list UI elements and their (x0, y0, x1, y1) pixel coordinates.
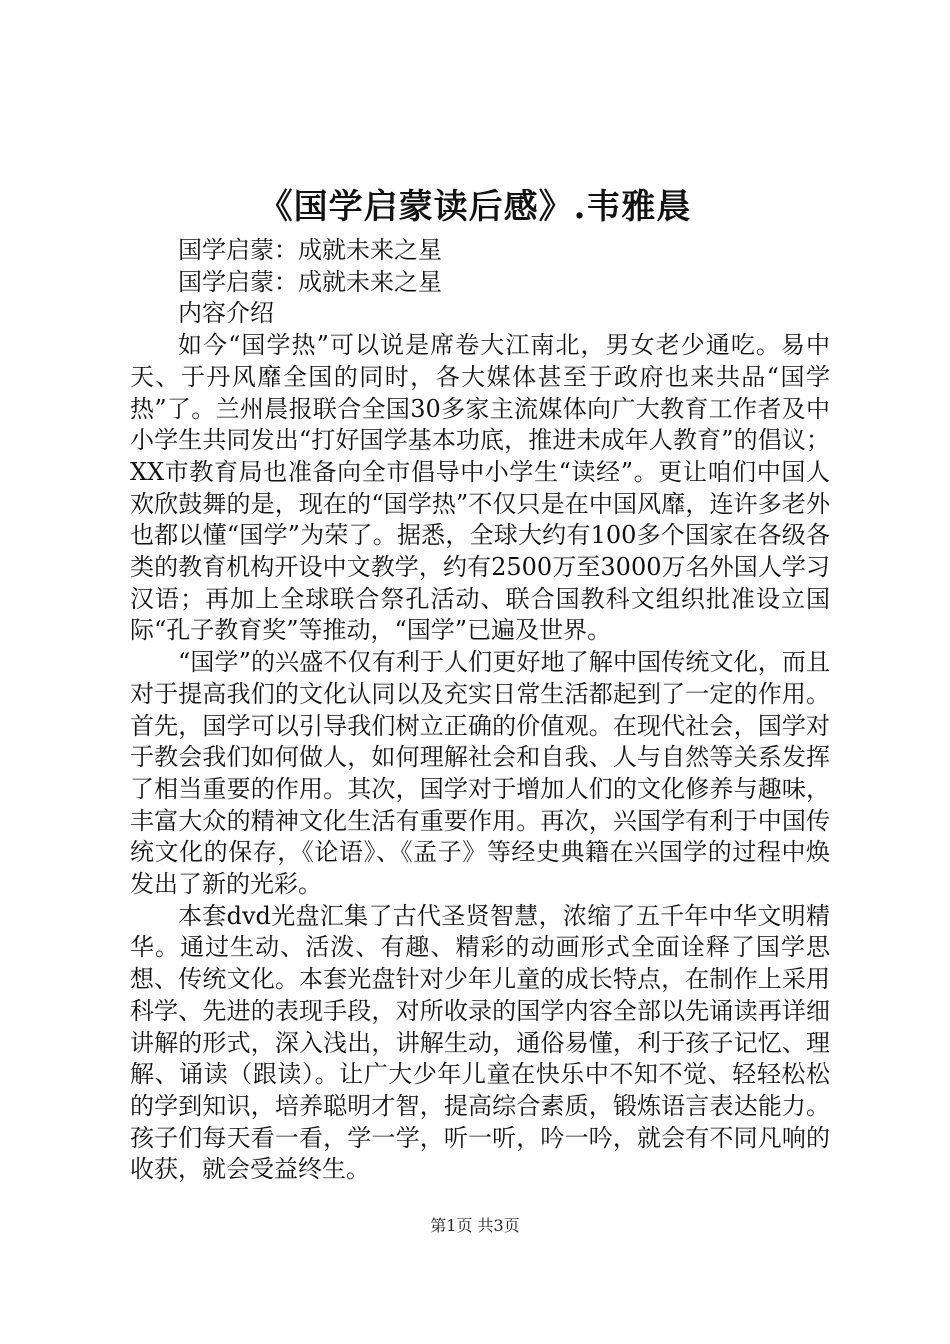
paragraph: 如今“国学热”可以说是席卷大江南北，男女老少通吃。易中天、于丹风靡全国的同时，各大媒体甚至于政府也来共品“国学热”了。兰州晨报联合全国30多家主流媒体向广大教育工作者及中小学生共同发出“打好国学基本功底，推进未成年人教育”的倡议；XX市教育局也准备向全市倡导中小学生“读经”。更让咱们中国人欢欣鼓舞的是，现在的“国学热”不仅只是在中国风靡，连许多老外也都以懂“国学”为荣了。据悉，全球大约有100多个国家在各级各类的教育机构开设中文教学，约有2500万至3000万名外国人学习汉语；再加上全球联合祭孔活动、联合国教科文组织批准设立国际“孔子教育奖”等推动，“国学”已遍及世界。 (130, 331, 830, 645)
document-body (130, 235, 830, 1186)
page-footer: 第1页 共3页 (430, 1216, 520, 1235)
section-heading: 内容介绍 (178, 299, 274, 328)
subtitle-line: 国学启蒙：成就未来之星 (178, 236, 442, 264)
subtitle-line: 国学启蒙：成就未来之星 (178, 267, 442, 296)
paragraph: “国学”的兴盛不仅有利于人们更好地了解中国传统文化，而且对于提高我们的文化认同以及充实日常生活都起到了一定的作用。首先，国学可以引导我们树立正确的价值观。在现代社会，国学对于教会我们如何做人，如何理解社会和自我、人与自然等关系发挥了相当重要的作用。其次，国学对于增加人们的文化修养与趣味，丰富大众的精神文化生活有重要作用。再次，兴国学有利于中国传统文化的保存，《论语》、《孟子》等经史典籍在兴国学的过程中焕发出了新的光彩。 (130, 648, 830, 899)
paragraph: 本套dvd光盘汇集了古代圣贤智慧，浓缩了五千年中华文明精华。通过生动、活泼、有趣、精彩的动画形式全面诠释了国学思想、传统文化。本套光盘针对少年儿童的成长特点，在制作上采用科学、先进的表现手段，对所收录的国学内容全部以先诵读再详细讲解的形式，深入浅出，讲解生动，通俗易懂，利于孩子记忆、理解、诵读（跟读）。让广大少年儿童在快乐中不知不觉、轻轻松松的学到知识，培养聪明才智，提高综合素质，锻炼语言表达能力。孩子们每天看一看，学一学，听一听，吟一吟，就会有不同凡响的收获，就会受益终生。 (130, 901, 830, 1184)
document-title: 《国学启蒙读后感》.韦雅晨 (258, 187, 692, 227)
